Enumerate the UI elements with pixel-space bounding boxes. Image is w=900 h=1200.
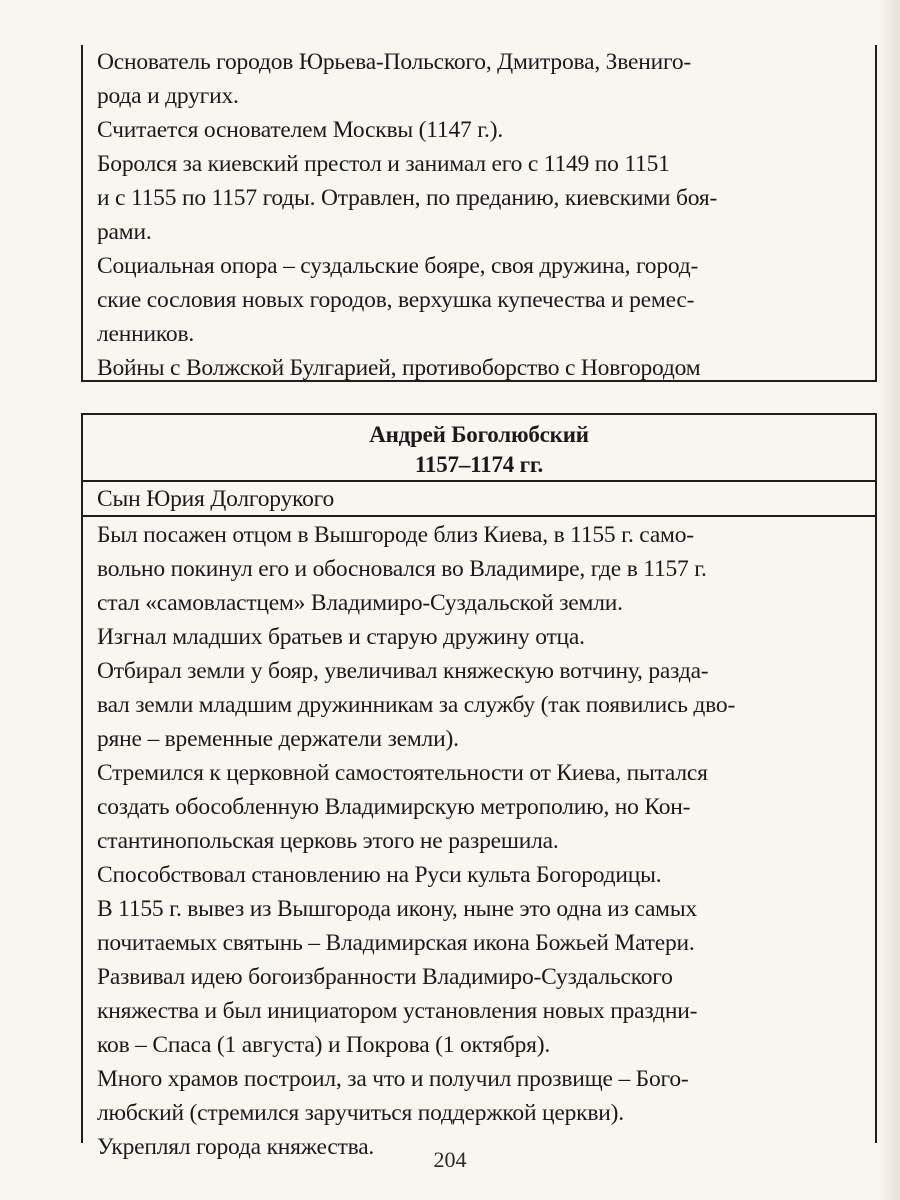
text-line: Основатель городов Юрьева-Польского, Дмитрова, Звениго- [97,49,692,75]
text-line: вал земли младшим дружинникам за службу (так появились дво- [97,692,736,718]
text-line: ские сословия новых городов, верхушка купечества и ремес- [97,287,695,313]
text-line: В 1155 г. вывез из Вышгорода икону, ныне это одна из самых [97,896,697,922]
text-line: Укреплял города княжества. [97,1134,375,1160]
text-line: Много храмов построил, за что и получил прозвище – Бого- [97,1066,689,1092]
text-line: Отбирал земли у бояр, увеличивал княжескую вотчину, разда- [97,658,709,684]
text-line: вольно покинул его и обосновался во Владимире, где в 1157 г. [97,556,707,582]
ruler-description [83,517,875,1164]
ruler-header [83,415,875,482]
text-line: ряне – временные держатели земли). [97,726,459,752]
text-line: Считается основателем Москвы (1147 г.). [97,117,503,143]
text-line: стал «самовластцем» Владимиро-Суздальской земли. [97,590,623,616]
text-line: Был посажен отцом в Вышгороде близ Киева, в 1155 г. само- [97,522,694,548]
text-line: рами. [97,219,152,245]
text-line: Боролся за киевский престол и занимал его с 1149 по 1151 [97,151,670,177]
text-line: Стремился к церковной самостоятельности от Киева, пытался [97,760,708,786]
text-line: Способствовал становлению на Руси культа Богородицы. [97,862,662,888]
text-line: княжества и был инициатором установления новых праздни- [97,998,698,1024]
ruler-origin: Сын Юрия Долгорукого [97,486,335,512]
text-line: Развивал идею богоизбранности Владимиро-Суздальского [97,964,673,990]
text-line: создать обособленную Владимирскую метрополию, но Кон- [97,794,691,820]
text-line: ленников. [97,321,195,347]
text-line: Изгнал младших братьев и старую дружину отца. [97,624,585,650]
text-line: Войны с Волжской Булгарией, противоборство с Новгородом [97,355,701,381]
ruler-origin-row [83,482,875,517]
ruler-name: Андрей Боголюбский [369,422,589,447]
box1-text [83,45,875,385]
page-number: 204 [433,1147,467,1172]
text-line: Социальная опора – суздальские бояре, своя дружина, город- [97,253,699,279]
ruler-info-box-yuri-dolgoruky-continued [81,45,877,382]
ruler-years: 1157–1174 гг. [414,452,544,477]
text-line: и с 1155 по 1157 годы. Отравлен, по преданию, киевскими боя- [97,185,718,211]
text-line: стантинопольская церковь этого не разрешила. [97,828,559,854]
text-line: рода и других. [97,83,239,109]
text-line: любский (стремился заручиться поддержкой церкви). [97,1100,624,1126]
text-line: ков – Спаса (1 августа) и Покрова (1 октября). [97,1032,551,1058]
text-line: почитаемых святынь – Владимирская икона Божьей Матери. [97,930,695,956]
page-edge-shadow [878,0,900,1200]
